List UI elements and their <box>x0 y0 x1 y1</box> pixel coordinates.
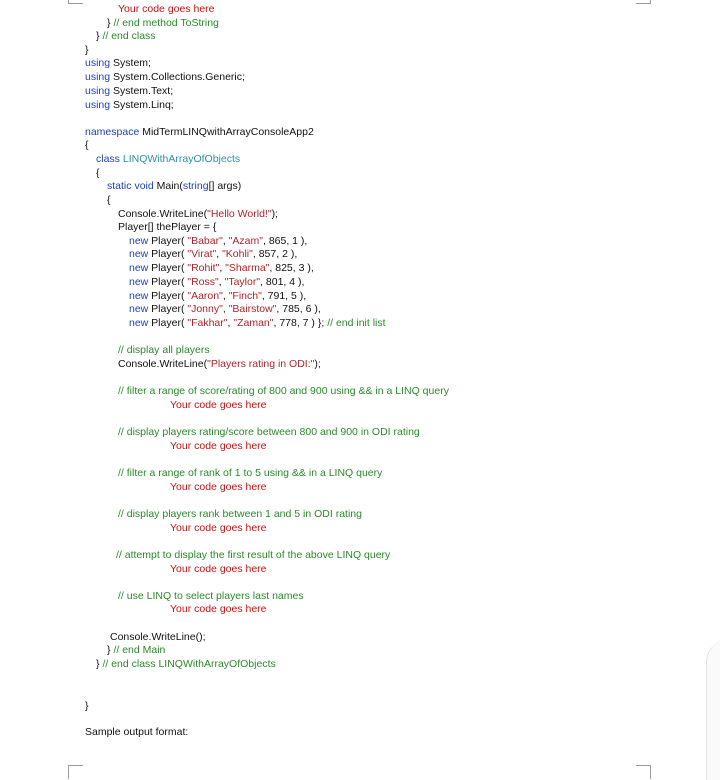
code-string: "Babar" <box>187 235 223 247</box>
code-text: Player( <box>148 276 188 288</box>
code-text: , 825, 3 ), <box>269 262 314 274</box>
code-line <box>170 603 267 616</box>
page-edge-shadow <box>706 640 720 780</box>
code-text: System.Collections.Generic; <box>110 71 245 83</box>
code-string: "Aaron" <box>187 290 223 302</box>
code-line <box>85 57 151 70</box>
code-comment: // end class LINQWithArrayOfObjects <box>102 658 276 670</box>
code-comment: // display players rating/score between 800 and 900 in ODI rating <box>118 426 420 438</box>
code-line <box>116 549 390 562</box>
code-comment: // end method ToString <box>113 17 219 29</box>
code-comment: // use LINQ to select players last names <box>118 590 304 602</box>
code-line <box>85 85 173 98</box>
code-line <box>118 508 362 521</box>
code-line <box>107 194 111 207</box>
code-text: Main( <box>153 180 183 192</box>
code-line <box>96 167 100 180</box>
code-line <box>129 290 306 303</box>
code-line <box>85 44 89 57</box>
code-string: "Sharma" <box>225 262 270 274</box>
code-text: Console.WriteLine( <box>118 208 208 220</box>
code-text: [] args) <box>208 180 242 192</box>
code-line <box>107 17 219 30</box>
code-keyword: new <box>129 303 149 315</box>
code-line <box>118 208 278 221</box>
code-line <box>107 644 165 657</box>
placeholder-text: Your code goes here <box>170 563 267 575</box>
code-string: "Jonny" <box>187 303 223 315</box>
code-line <box>96 658 276 671</box>
placeholder-text: Your code goes here <box>170 481 267 493</box>
code-string: "Kohli" <box>222 248 253 260</box>
code-string: "Rohit" <box>187 262 220 274</box>
code-text: Player( <box>148 262 188 274</box>
code-keyword: new <box>129 248 149 260</box>
code-text: System.Linq; <box>110 99 174 111</box>
code-line <box>118 221 216 234</box>
code-line <box>129 262 314 275</box>
code-string: "Zaman" <box>233 317 274 329</box>
code-keyword: new <box>129 276 149 288</box>
code-string: "Fakhar" <box>187 317 228 329</box>
code-line <box>118 426 420 439</box>
code-text: { <box>107 194 111 206</box>
crop-mark-top-left <box>68 0 83 4</box>
code-line <box>110 631 206 644</box>
code-string: "Taylor" <box>224 276 261 288</box>
code-keyword: class <box>96 153 120 165</box>
placeholder-text: Your code goes here <box>170 399 267 411</box>
crop-mark-bottom-right <box>636 765 651 779</box>
code-keyword: namespace <box>85 126 140 138</box>
code-text: } <box>96 30 103 42</box>
code-line <box>129 317 386 330</box>
code-string: "Finch" <box>228 290 262 302</box>
code-line <box>85 700 89 713</box>
code-text: } <box>85 44 89 56</box>
code-text: Console.WriteLine(); <box>110 631 206 643</box>
placeholder-text: Your code goes here <box>170 522 267 534</box>
code-text: , <box>219 262 226 274</box>
crop-mark-bottom-left <box>68 765 83 779</box>
code-keyword: using <box>85 99 111 111</box>
code-text: , <box>218 276 225 288</box>
placeholder-text: Your code goes here <box>170 440 267 452</box>
code-text: Player( <box>148 235 188 247</box>
code-keyword: using <box>85 57 111 69</box>
crop-mark-top-right <box>636 0 651 4</box>
code-line <box>129 303 321 316</box>
code-text: Sample output format: <box>85 726 189 738</box>
code-string: "Bairstow" <box>228 303 277 315</box>
code-line <box>118 344 210 357</box>
code-text: Player( <box>148 317 188 329</box>
code-text: , <box>227 317 234 329</box>
code-keyword: new <box>129 235 149 247</box>
code-keyword: string <box>182 180 209 192</box>
code-line <box>85 99 174 112</box>
code-keyword: using <box>85 85 111 97</box>
code-text: MidTermLINQwithArrayConsoleApp2 <box>139 126 314 138</box>
code-comment: // end init list <box>327 317 386 329</box>
code-line <box>170 522 267 535</box>
code-text: , 778, 7 ) }; <box>273 317 328 329</box>
code-text: , 865, 1 ), <box>262 235 308 247</box>
code-line <box>85 126 314 139</box>
code-line <box>85 71 245 84</box>
code-line <box>118 358 321 371</box>
code-text: } <box>85 700 89 712</box>
code-text: ); <box>271 208 278 220</box>
code-line <box>96 153 240 166</box>
code-text: , 801, 4 ), <box>260 276 305 288</box>
code-text: } <box>96 658 103 670</box>
code-text: System.Text; <box>110 85 174 97</box>
code-text: , <box>222 235 229 247</box>
placeholder-text: Your code goes here <box>118 3 215 15</box>
code-text: , 857, 2 ), <box>252 248 298 260</box>
code-keyword: new <box>129 317 149 329</box>
code-text: { <box>96 167 100 179</box>
code-text: } <box>107 17 114 29</box>
code-string: "Players rating in ODI:" <box>207 358 315 370</box>
code-line <box>96 30 156 43</box>
code-text: , 791, 5 ), <box>261 290 307 302</box>
code-line <box>118 385 449 398</box>
code-text: ); <box>314 358 321 370</box>
code-text: , <box>216 248 223 260</box>
code-keyword: new <box>129 290 149 302</box>
code-string: "Hello World!" <box>207 208 272 220</box>
code-line <box>170 440 267 453</box>
code-line <box>170 481 267 494</box>
code-line <box>129 248 297 261</box>
code-line <box>170 399 267 412</box>
code-string: "Virat" <box>187 248 217 260</box>
code-line <box>118 3 215 16</box>
code-comment: // filter a range of rank of 1 to 5 using && in a LINQ query <box>118 467 383 479</box>
code-text: , 785, 6 ), <box>276 303 321 315</box>
code-text: Player[] thePlayer = { <box>118 221 217 233</box>
code-keyword: void <box>134 180 154 192</box>
code-text: System; <box>110 57 151 69</box>
code-type: LINQWithArrayOfObjects <box>122 153 241 165</box>
code-comment: // attempt to display the first result of the above LINQ query <box>116 549 391 561</box>
code-comment: // filter a range of score/rating of 800 and 900 using && in a LINQ query <box>118 385 449 397</box>
code-line <box>170 563 267 576</box>
code-line <box>85 139 89 152</box>
code-string: "Ross" <box>187 276 219 288</box>
code-comment: // end class <box>102 30 156 42</box>
code-line <box>129 235 307 248</box>
code-comment: // display players rank between 1 and 5 in ODI rating <box>118 508 362 520</box>
code-string: "Azam" <box>228 235 263 247</box>
code-line <box>85 726 188 739</box>
code-text: Console.WriteLine( <box>118 358 208 370</box>
code-text: Player( <box>148 303 188 315</box>
code-line <box>118 467 382 480</box>
code-text: { <box>85 139 89 151</box>
code-text: } <box>107 644 114 656</box>
code-comment: // end Main <box>113 644 166 656</box>
code-text: , <box>222 290 229 302</box>
placeholder-text: Your code goes here <box>170 603 267 615</box>
code-keyword: using <box>85 71 111 83</box>
code-text: Player( <box>148 290 188 302</box>
code-line <box>118 590 304 603</box>
code-comment: // display all players <box>118 344 210 356</box>
code-text: Player( <box>148 248 188 260</box>
code-keyword: new <box>129 262 149 274</box>
code-keyword: static <box>107 180 132 192</box>
code-text: , <box>222 303 229 315</box>
code-line <box>107 180 241 193</box>
code-line <box>129 276 304 289</box>
